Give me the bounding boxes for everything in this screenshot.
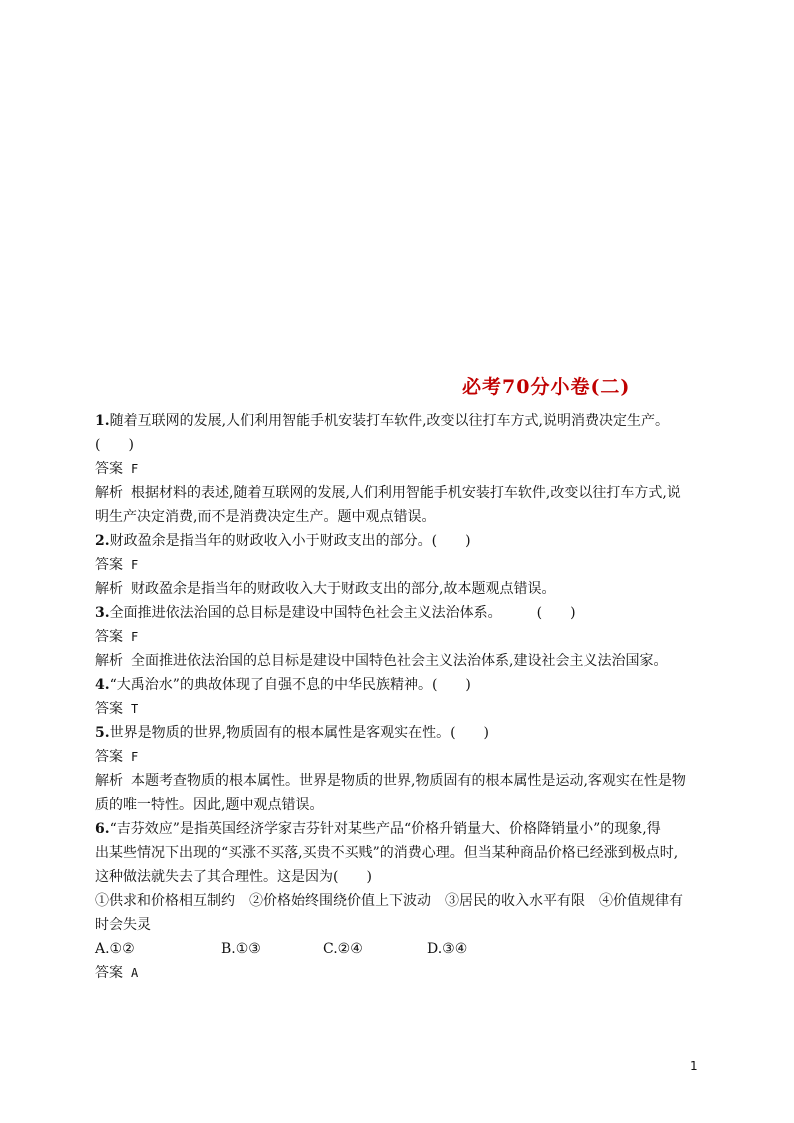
- answer-label: 答案: [95, 557, 123, 573]
- question-1-stem: [95, 409, 707, 433]
- question-2-text: 财政盈余是指当年的财政收入小于财政支出的部分。( ): [109, 533, 471, 549]
- question-6-items-cont: 时会失灵: [95, 917, 151, 933]
- question-3-number: 3.: [95, 605, 110, 621]
- question-2-answer: [95, 553, 707, 577]
- answer-value: A: [131, 966, 139, 980]
- question-3-text: 全面推进依法治国的总目标是建设中国特色社会主义法治体系。 ( ): [109, 605, 576, 621]
- question-2-stem: [95, 529, 707, 553]
- answer-value: F: [131, 462, 139, 476]
- paper-title: 必考70分小卷(二): [462, 376, 631, 398]
- question-1-bracket: ( ): [95, 437, 134, 453]
- answer-label: 答案: [95, 965, 123, 981]
- question-6-stem: [95, 817, 707, 841]
- question-4-answer: [95, 697, 707, 721]
- page-number: 1: [690, 1059, 698, 1073]
- question-1-analysis-cont: 明生产决定消费,而不是消费决定生产。题中观点错误。: [95, 509, 436, 525]
- question-5-analysis: [95, 769, 707, 793]
- question-1-number: 1.: [95, 413, 110, 429]
- question-5-stem: [95, 721, 707, 745]
- question-list: [95, 409, 707, 985]
- question-1-answer: [95, 457, 707, 481]
- option-b: B.①③: [221, 941, 261, 957]
- option-d: D.③④: [427, 941, 468, 957]
- question-6-stem-end: 这种做法就失去了其合理性。这是因为( ): [95, 869, 372, 885]
- analysis-text: 全面推进依法治国的总目标是建设中国特色社会主义法治体系,建设社会主义法治国家。: [131, 653, 668, 669]
- analysis-text: 本题考查物质的根本属性。世界是物质的世界,物质固有的根本属性是运动,客观实在性是物: [131, 773, 686, 789]
- question-4-number: 4.: [95, 677, 110, 693]
- question-3-answer: [95, 625, 707, 649]
- question-6-stem-cont: 出某些情况下出现的“买涨不买落,买贵不买贱”的消费心理。但当某种商品价格已经涨到极点时,: [95, 845, 679, 861]
- question-2-analysis: [95, 577, 707, 601]
- question-6-items: ①供求和价格相互制约 ②价格始终围绕价值上下波动 ③居民的收入水平有限 ④价值规律有: [95, 893, 683, 909]
- analysis-label: 解析: [95, 773, 123, 789]
- analysis-text: 根据材料的表述,随着互联网的发展,人们利用智能手机安装打车软件,改变以往打车方式,说: [131, 485, 681, 501]
- analysis-label: 解析: [95, 653, 123, 669]
- answer-value: F: [131, 630, 139, 644]
- answer-label: 答案: [95, 749, 123, 765]
- question-5-number: 5.: [95, 725, 110, 741]
- answer-label: 答案: [95, 461, 123, 477]
- question-4-stem: [95, 673, 707, 697]
- question-6-answer: [95, 961, 707, 985]
- question-6-options: [95, 937, 707, 961]
- question-1-analysis: [95, 481, 707, 505]
- answer-value: F: [131, 558, 139, 572]
- answer-label: 答案: [95, 701, 123, 717]
- question-4-text: “大禹治水”的典故体现了自强不息的中华民族精神。( ): [109, 677, 471, 693]
- answer-value: F: [131, 750, 139, 764]
- analysis-label: 解析: [95, 485, 123, 501]
- answer-label: 答案: [95, 629, 123, 645]
- question-3-stem: [95, 601, 707, 625]
- question-5-text: 世界是物质的世界,物质固有的根本属性是客观实在性。( ): [109, 725, 489, 741]
- question-5-answer: [95, 745, 707, 769]
- analysis-label: 解析: [95, 581, 123, 597]
- question-1-text: 随着互联网的发展,人们利用智能手机安装打车软件,改变以往打车方式,说明消费决定生产。: [109, 413, 669, 429]
- question-3-analysis: [95, 649, 707, 673]
- question-2-number: 2.: [95, 533, 110, 549]
- analysis-text: 财政盈余是指当年的财政收入大于财政支出的部分,故本题观点错误。: [131, 581, 556, 597]
- option-c: C.②④: [323, 941, 363, 957]
- question-6-text: “吉芬效应”是指英国经济学家吉芬针对某些产品“价格升销量大、价格降销量小”的现象,得: [109, 821, 661, 837]
- question-5-analysis-cont: 质的唯一特性。因此,题中观点错误。: [95, 797, 324, 813]
- option-a: A.①②: [95, 941, 135, 957]
- question-6-number: 6.: [95, 821, 110, 837]
- answer-value: T: [131, 702, 139, 716]
